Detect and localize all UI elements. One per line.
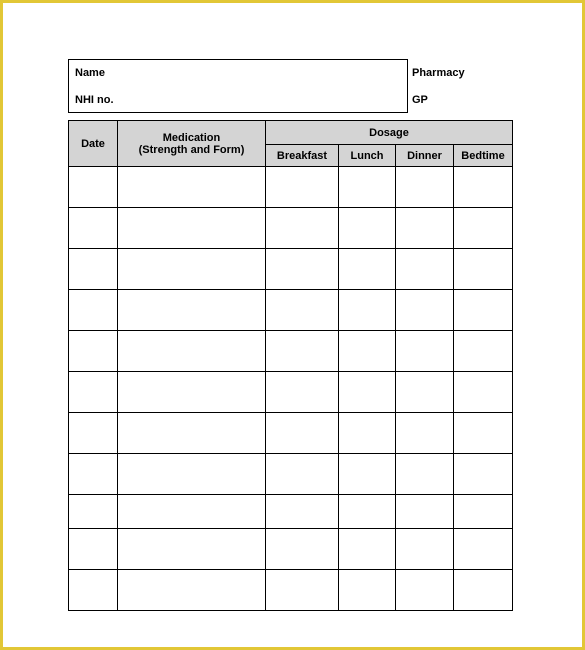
breakfast-cell[interactable] xyxy=(266,208,339,249)
dinner-header: Dinner xyxy=(396,145,454,167)
breakfast-cell[interactable] xyxy=(266,167,339,208)
dinner-cell[interactable] xyxy=(396,331,454,372)
dosage-header: Dosage xyxy=(266,121,513,145)
date-cell[interactable] xyxy=(69,208,118,249)
lunch-cell[interactable] xyxy=(339,249,396,290)
bedtime-cell[interactable] xyxy=(454,331,513,372)
dinner-cell[interactable] xyxy=(396,249,454,290)
medication-table-body xyxy=(69,167,513,611)
date-cell[interactable] xyxy=(69,249,118,290)
medication-cell[interactable] xyxy=(118,413,266,454)
bedtime-cell[interactable] xyxy=(454,249,513,290)
table-row xyxy=(69,495,513,529)
bedtime-cell[interactable] xyxy=(454,570,513,611)
table-row xyxy=(69,167,513,208)
breakfast-cell[interactable] xyxy=(266,372,339,413)
medication-cell[interactable] xyxy=(118,495,266,529)
lunch-cell[interactable] xyxy=(339,372,396,413)
gp-label: GP xyxy=(412,94,428,106)
dinner-cell[interactable] xyxy=(396,372,454,413)
bedtime-cell[interactable] xyxy=(454,290,513,331)
bedtime-cell[interactable] xyxy=(454,372,513,413)
date-cell[interactable] xyxy=(69,290,118,331)
bedtime-cell[interactable] xyxy=(454,529,513,570)
bedtime-cell[interactable] xyxy=(454,413,513,454)
medication-table xyxy=(68,120,513,611)
lunch-cell[interactable] xyxy=(339,529,396,570)
breakfast-cell[interactable] xyxy=(266,570,339,611)
medication-cell[interactable] xyxy=(118,208,266,249)
breakfast-header: Breakfast xyxy=(266,145,339,167)
breakfast-cell[interactable] xyxy=(266,454,339,495)
nhi-label: NHI no. xyxy=(75,94,114,106)
bedtime-cell[interactable] xyxy=(454,454,513,495)
date-cell[interactable] xyxy=(69,331,118,372)
dinner-cell[interactable] xyxy=(396,208,454,249)
breakfast-cell[interactable] xyxy=(266,529,339,570)
date-cell[interactable] xyxy=(69,495,118,529)
lunch-cell[interactable] xyxy=(339,454,396,495)
bedtime-cell[interactable] xyxy=(454,208,513,249)
date-cell[interactable] xyxy=(69,372,118,413)
medication-cell[interactable] xyxy=(118,290,266,331)
table-row xyxy=(69,372,513,413)
table-row xyxy=(69,331,513,372)
table-row xyxy=(69,454,513,495)
dinner-cell[interactable] xyxy=(396,495,454,529)
date-cell[interactable] xyxy=(69,570,118,611)
breakfast-cell[interactable] xyxy=(266,495,339,529)
lunch-cell[interactable] xyxy=(339,167,396,208)
table-row xyxy=(69,413,513,454)
lunch-cell[interactable] xyxy=(339,208,396,249)
date-cell[interactable] xyxy=(69,529,118,570)
date-cell[interactable] xyxy=(69,454,118,495)
dinner-cell[interactable] xyxy=(396,570,454,611)
medication-cell[interactable] xyxy=(118,529,266,570)
bedtime-header: Bedtime xyxy=(454,145,513,167)
pharmacy-label: Pharmacy xyxy=(412,67,465,79)
date-header: Date xyxy=(69,121,118,167)
breakfast-cell[interactable] xyxy=(266,331,339,372)
breakfast-cell[interactable] xyxy=(266,290,339,331)
lunch-cell[interactable] xyxy=(339,290,396,331)
dinner-cell[interactable] xyxy=(396,290,454,331)
lunch-cell[interactable] xyxy=(339,495,396,529)
medication-header-title: Medication xyxy=(162,131,221,144)
date-cell[interactable] xyxy=(69,413,118,454)
lunch-cell[interactable] xyxy=(339,570,396,611)
lunch-cell[interactable] xyxy=(339,413,396,454)
date-cell[interactable] xyxy=(69,167,118,208)
lunch-header: Lunch xyxy=(339,145,396,167)
table-row xyxy=(69,249,513,290)
medication-header xyxy=(118,121,266,167)
table-row xyxy=(69,208,513,249)
breakfast-cell[interactable] xyxy=(266,249,339,290)
table-row xyxy=(69,570,513,611)
table-row xyxy=(69,290,513,331)
lunch-cell[interactable] xyxy=(339,331,396,372)
bedtime-cell[interactable] xyxy=(454,495,513,529)
medication-cell[interactable] xyxy=(118,454,266,495)
table-row xyxy=(69,529,513,570)
medication-header-subtitle: (Strength and Form) xyxy=(138,143,245,156)
medication-cell[interactable] xyxy=(118,249,266,290)
dinner-cell[interactable] xyxy=(396,413,454,454)
name-label: Name xyxy=(75,67,105,79)
bedtime-cell[interactable] xyxy=(454,167,513,208)
dinner-cell[interactable] xyxy=(396,529,454,570)
dinner-cell[interactable] xyxy=(396,167,454,208)
medication-cell[interactable] xyxy=(118,570,266,611)
dinner-cell[interactable] xyxy=(396,454,454,495)
medication-cell[interactable] xyxy=(118,331,266,372)
patient-info-box xyxy=(68,59,408,113)
breakfast-cell[interactable] xyxy=(266,413,339,454)
medication-cell[interactable] xyxy=(118,167,266,208)
medication-cell[interactable] xyxy=(118,372,266,413)
